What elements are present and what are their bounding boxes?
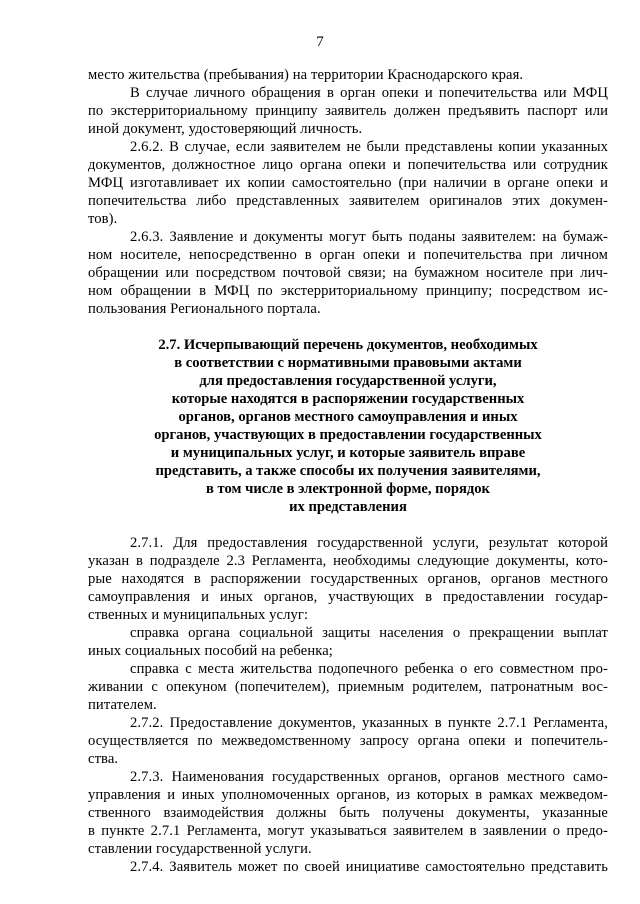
text-line: документов, должностное лицо органа опеки и попечительства или сотрудник — [88, 157, 608, 173]
text-line: В случае личного обращения в орган опеки и попечительства или МФЦ — [130, 85, 608, 101]
heading-line: в том числе в электронной форме, порядок — [206, 481, 490, 497]
text-line: пользования Регионального портала. — [88, 301, 321, 317]
text-line: 2.7.4. Заявитель может по своей инициативе самостоятельно представить — [130, 859, 608, 875]
heading-line: представить, а также способы их получения заявителями, — [155, 463, 541, 479]
text-line: место жительства (пребывания) на территории Краснодарского края. — [88, 67, 524, 83]
text-line: рые находятся в распоряжении государственных органов, органов местного — [88, 571, 608, 587]
text-line: попечительства либо представленных заявителем оригиналов этих докумен- — [88, 193, 608, 209]
heading-line: которые находятся в распоряжении государственных — [171, 391, 525, 407]
text-line: тов). — [88, 211, 118, 227]
text-line: 2.6.3. Заявление и документы могут быть поданы заявителем: на бумаж- — [130, 229, 608, 245]
text-line: 2.7.3. Наименования государственных органов, органов местного само- — [130, 769, 608, 785]
text-line: ства. — [88, 751, 119, 767]
page-number: 7 — [316, 34, 324, 50]
text-line: обращении или посредством почтовой связи; на бумажном носителе при лич- — [88, 265, 608, 281]
text-line: питателем. — [88, 697, 157, 713]
heading-line: 2.7. Исчерпывающий перечень документов, необходимых — [158, 337, 538, 353]
text-line: ном обращении в МФЦ по экстерриториальному принципу; посредством ис- — [88, 283, 608, 299]
text-line: указан в подразделе 2.3 Регламента, необходимы следующие документы, кото- — [88, 553, 608, 569]
text-line: живании с опекуном (попечителем), приемным родителем, патронатным вос- — [88, 679, 608, 695]
text-line: по экстерриториальному принципу заявитель должен предъявить паспорт или — [88, 103, 608, 119]
text-line: справка с места жительства подопечного ребенка о его совместном про- — [130, 661, 608, 677]
heading-line: органов, участвующих в предоставлении государственных — [154, 427, 542, 443]
text-line: ном носителе, непосредственно в орган опеки и попечительства при личном — [88, 247, 608, 263]
text-line: в пункте 2.7.1 Регламента, могут указываться заявителем в заявлении о предо- — [88, 823, 608, 839]
heading-line: их представления — [289, 499, 407, 515]
heading-line: органов, органов местного самоуправления и иных — [178, 409, 518, 425]
text-line: управления и иных уполномоченных органов, из которых в рамках межведом- — [88, 787, 608, 803]
heading-line: для предоставления государственной услуги, — [199, 373, 497, 389]
heading-line: и муниципальных услуг, и которые заявитель вправе — [170, 445, 526, 461]
text-line: 2.7.2. Предоставление документов, указанных в пункте 2.7.1 Регламента, — [130, 715, 608, 731]
text-line: МФЦ изготавливает их копии самостоятельно (при наличии в органе опеки и — [88, 175, 608, 191]
text-line: иной документ, удостоверяющий личность. — [88, 121, 363, 137]
heading-line: в соответствии с нормативными правовыми актами — [174, 355, 522, 371]
text-line: иных социальных пособий на ребенка; — [88, 643, 333, 659]
text-line: ственных и муниципальных услуг: — [88, 607, 309, 623]
text-line: осуществляется по межведомственному запросу органа опеки и попечитель- — [88, 733, 608, 749]
text-line: 2.7.1. Для предоставления государственной услуги, результат которой — [130, 535, 608, 551]
text-line: ственного взаимодействия должны быть получены документы, указанные — [88, 805, 608, 821]
text-line: 2.6.2. В случае, если заявителем не были представлены копии указанных — [130, 139, 608, 155]
text-line: ставлении государственной услуги. — [88, 841, 312, 857]
text-line: справка органа социальной защиты населения о прекращении выплат — [130, 625, 608, 641]
text-line: самоуправления и иных органов, участвующих в предоставлении государ- — [88, 589, 608, 605]
